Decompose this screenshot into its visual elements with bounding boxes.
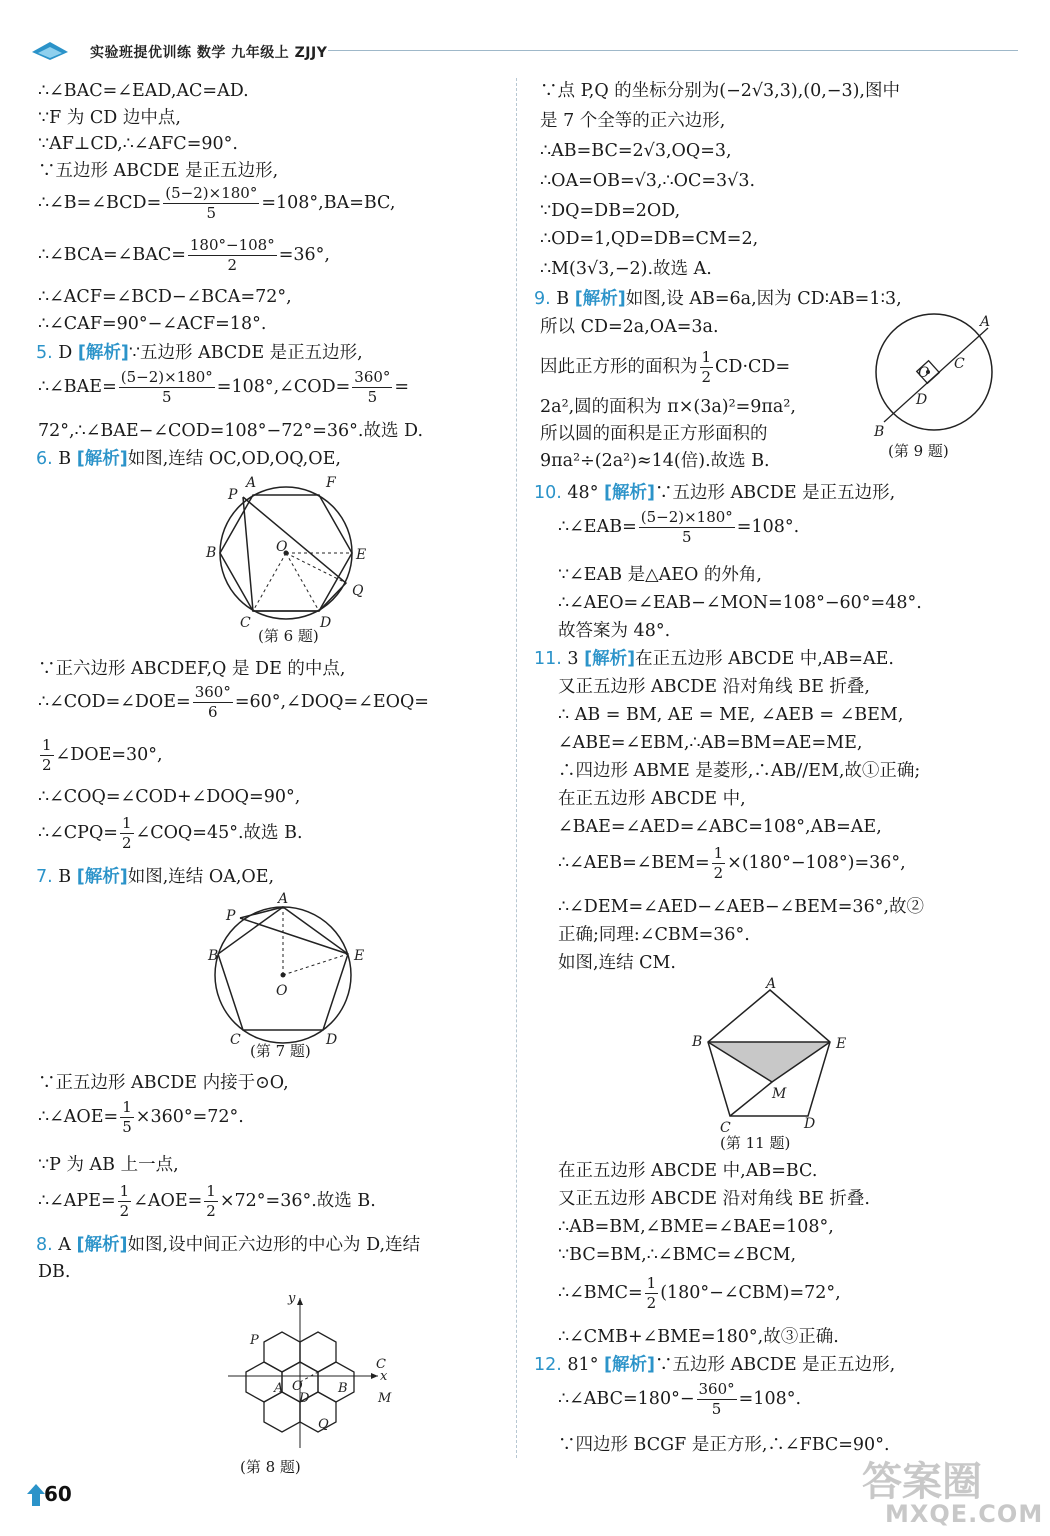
equation-line: ∴∠ABC=180°− $\frac{360^\circ}{5}$ =108°. bbox=[558, 1380, 802, 1418]
figure-caption: (第 8 题) bbox=[240, 1458, 301, 1476]
figure-6-hexagon-circle bbox=[206, 473, 386, 631]
text-line: ∵P 为 AB 上一点, bbox=[38, 1155, 179, 1175]
svg-text:B: B bbox=[208, 948, 219, 964]
text-line: ∵正五边形 ABCDE 内接于⊙O, bbox=[38, 1073, 289, 1093]
text-line: ∴四边形 ABME 是菱形,∴AB//EM,故①正确; bbox=[558, 761, 921, 781]
text-line: ∵正六边形 ABCDEF,Q 是 DE 的中点, bbox=[38, 659, 346, 679]
text-line: ∴∠CMB+∠BME=180°,故③正确. bbox=[558, 1327, 839, 1347]
equation-line: ∴∠BMC= $\frac{1}{2}$ (180°−∠CBM)=72°, bbox=[558, 1274, 841, 1312]
text-line: ∠BAE=∠AED=∠ABC=108°,AB=AE, bbox=[558, 817, 882, 837]
question-8: 8. A [解析]如图,设中间正六边形的中心为 D,连结 bbox=[36, 1235, 421, 1255]
svg-text:A: A bbox=[278, 891, 289, 907]
svg-text:C: C bbox=[240, 615, 251, 631]
text-line: ∵五边形 ABCDE 是正五边形, bbox=[38, 161, 279, 181]
equation-line: 因此正方形的面积为 $\frac{1}{2}$ CD·CD= bbox=[540, 348, 791, 386]
text-line: ∴∠DEM=∠AED−∠AEB−∠BEM=36°,故② bbox=[558, 897, 925, 917]
text-line: ∴OD=1,QD=DB=CM=2, bbox=[540, 229, 759, 249]
text-line: ∵∠EAB 是△AEO 的外角, bbox=[558, 565, 762, 585]
svg-text:B: B bbox=[206, 545, 217, 561]
column-divider bbox=[516, 78, 517, 1458]
text-line: ∵AF⊥CD,∴∠AFC=90°. bbox=[38, 134, 238, 154]
svg-text:A: A bbox=[274, 1381, 284, 1396]
svg-text:E: E bbox=[836, 1036, 847, 1052]
svg-text:O: O bbox=[276, 983, 288, 999]
svg-text:D: D bbox=[916, 392, 928, 408]
svg-text:D: D bbox=[299, 1391, 310, 1406]
text-line: ∵F 为 CD 边中点, bbox=[38, 108, 181, 128]
question-12: 12. 81° [解析]∵五边形 ABCDE 是正五边形, bbox=[534, 1355, 896, 1375]
question-7: 7. B [解析]如图,连结 OA,OE, bbox=[36, 867, 275, 887]
question-10: 10. 48° [解析]∵五边形 ABCDE 是正五边形, bbox=[534, 483, 896, 503]
text-line: 又正五边形 ABCDE 沿对角线 BE 折叠. bbox=[558, 1189, 870, 1209]
text-line: 如图,连结 CM. bbox=[558, 953, 676, 973]
figure-8-hexagon-grid bbox=[188, 1288, 392, 1458]
page-arrow-icon bbox=[26, 1482, 46, 1508]
svg-text:O: O bbox=[918, 365, 930, 381]
question-6: 6. B [解析]如图,连结 OC,OD,OQ,OE, bbox=[36, 449, 341, 469]
svg-text:E: E bbox=[354, 948, 365, 964]
question-5: 5. D [解析]∵五边形 ABCDE 是正五边形, bbox=[36, 343, 363, 363]
question-11: 11. 3 [解析]在正五边形 ABCDE 中,AB=AE. bbox=[534, 649, 894, 669]
text-line: ∴∠AEO=∠EAB−∠MON=108°−60°=48°. bbox=[558, 593, 922, 613]
svg-text:C: C bbox=[720, 1120, 731, 1136]
svg-text:y: y bbox=[288, 1291, 296, 1306]
equation-line: ∴∠B=∠BCD= $\frac{(5-2)\times 180^\circ}{5}$ =108°,BA=BC, bbox=[38, 184, 396, 222]
text-line: 9πa²÷(2a²)≈14(倍).故选 B. bbox=[540, 451, 770, 471]
text-line: 72°,∴∠BAE−∠COD=108°−72°=36°.故选 D. bbox=[38, 421, 424, 441]
svg-text:x: x bbox=[380, 1369, 388, 1384]
text-line: ∴AB=BC=2√3,OQ=3, bbox=[540, 141, 732, 161]
svg-text:P: P bbox=[228, 487, 238, 503]
equation-line: ∴∠APE= $\frac{1}{2}$ ∠AOE= $\frac{1}{2}$ ×72°=36°.故选 B. bbox=[38, 1182, 376, 1220]
text-line: ∴M(3√3,−2).故选 A. bbox=[540, 259, 712, 279]
text-line: ∴∠BAC=∠EAD,AC=AD. bbox=[38, 81, 249, 101]
text-line: DB. bbox=[38, 1262, 71, 1282]
text-line: ∴OA=OB=√3,∴OC=3√3. bbox=[540, 171, 756, 191]
text-line: ∵BC=BM,∴∠BMC=∠BCM, bbox=[558, 1245, 797, 1265]
figure-11-folded-pentagon bbox=[690, 978, 860, 1138]
svg-text:C: C bbox=[376, 1357, 386, 1372]
watermark: 答案圈 bbox=[862, 1459, 982, 1505]
text-line: ∵四边形 BCGF 是正方形,∴∠FBC=90°. bbox=[558, 1435, 890, 1455]
svg-text:C: C bbox=[954, 356, 965, 372]
header-rule bbox=[328, 50, 1018, 51]
svg-text:Q: Q bbox=[352, 583, 364, 599]
equation-line: ∴∠BAE= $\frac{(5-2)\times 180^\circ}{5}$ =108°,∠COD= $\frac{360^\circ}{5}$ = bbox=[38, 368, 410, 406]
book-logo-icon bbox=[28, 38, 72, 62]
text-line: 2a²,圆的面积为 π×(3a)²=9πa², bbox=[540, 397, 796, 417]
svg-text:P: P bbox=[226, 908, 236, 924]
text-line: 是 7 个全等的正六边形, bbox=[540, 111, 726, 131]
equation-line: ∴∠CPQ= $\frac{1}{2}$ ∠COQ=45°.故选 B. bbox=[38, 814, 303, 852]
text-line: 所以圆的面积是正方形面积的 bbox=[540, 424, 768, 444]
equation-line: ∴∠AEB=∠BEM= $\frac{1}{2}$ ×(180°−108°)=36°, bbox=[558, 844, 906, 882]
svg-text:B: B bbox=[338, 1381, 348, 1396]
figure-9-circle-square bbox=[870, 310, 1020, 445]
text-line: 正确;同理:∠CBM=36°. bbox=[558, 925, 750, 945]
page-header bbox=[28, 38, 1018, 64]
text-line: 所以 CD=2a,OA=3a. bbox=[540, 317, 719, 337]
equation-line: ∴∠COD=∠DOE= $\frac{360^\circ}{6}$ =60°,∠DOQ=∠EOQ= bbox=[38, 683, 429, 721]
svg-text:F: F bbox=[326, 475, 336, 491]
text-line: ∵点 P,Q 的坐标分别为(−2√3,3),(0,−3),图中 bbox=[540, 81, 900, 101]
svg-text:C: C bbox=[230, 1032, 241, 1048]
text-line: 故答案为 48°. bbox=[558, 621, 671, 641]
svg-text:Q: Q bbox=[318, 1417, 329, 1432]
svg-text:B: B bbox=[692, 1034, 703, 1050]
figure-caption: (第 6 题) bbox=[258, 627, 319, 645]
text-line: ∴ AB = BM, AE = ME, ∠AEB = ∠BEM, bbox=[558, 705, 904, 725]
text-line: ∴∠COQ=∠COD+∠DOQ=90°, bbox=[38, 787, 301, 807]
figure-caption: (第 7 题) bbox=[250, 1042, 311, 1060]
text-line: 在正五边形 ABCDE 中,AB=BC. bbox=[558, 1161, 818, 1181]
svg-text:E: E bbox=[356, 547, 367, 563]
text-line: ∵DQ=DB=2OD, bbox=[540, 201, 681, 221]
svg-text:O: O bbox=[292, 1379, 303, 1394]
watermark-url: MXQE.COM bbox=[885, 1500, 1044, 1528]
text-line: 又正五边形 ABCDE 沿对角线 BE 折叠, bbox=[558, 677, 870, 697]
svg-text:D: D bbox=[320, 615, 332, 631]
equation-line: ∴∠AOE= $\frac{1}{5}$ ×360°=72°. bbox=[38, 1098, 244, 1136]
text-line: ∠ABE=∠EBM,∴AB=BM=AE=ME, bbox=[558, 733, 863, 753]
svg-text:A: A bbox=[980, 314, 991, 330]
equation-line: ∴∠BCA=∠BAC= $\frac{180^\circ-108^\circ}{2}$ =36°, bbox=[38, 236, 330, 274]
equation-line: $\frac{1}{2}$ ∠DOE=30°, bbox=[42, 736, 163, 774]
svg-text:D: D bbox=[326, 1032, 338, 1048]
svg-text:M: M bbox=[772, 1086, 787, 1102]
figure-caption: (第 11 题) bbox=[720, 1134, 791, 1152]
text-line: ∴∠ACF=∠BCD−∠BCA=72°, bbox=[38, 287, 292, 307]
page-number: 60 bbox=[26, 1480, 78, 1508]
book-title: 实验班提优训练 数学 九年级上 ZJJY bbox=[90, 45, 328, 61]
svg-text:O: O bbox=[276, 539, 288, 555]
svg-text:A: A bbox=[246, 475, 257, 491]
figure-caption: (第 9 题) bbox=[888, 442, 949, 460]
text-line: 在正五边形 ABCDE 中, bbox=[558, 789, 746, 809]
svg-text:P: P bbox=[250, 1333, 259, 1348]
equation-line: ∴∠EAB= $\frac{(5-2)\times 180^\circ}{5}$ =108°. bbox=[558, 508, 800, 546]
svg-text:B: B bbox=[874, 424, 885, 440]
question-9: 9. B [解析]如图,设 AB=6a,因为 CD∶AB=1∶3, bbox=[534, 289, 902, 309]
svg-text:M: M bbox=[378, 1391, 392, 1406]
text-line: ∴∠CAF=90°−∠ACF=18°. bbox=[38, 314, 267, 334]
svg-text:D: D bbox=[804, 1116, 816, 1132]
text-line: ∴AB=BM,∠BME=∠BAE=108°, bbox=[558, 1217, 834, 1237]
svg-text:A: A bbox=[766, 976, 777, 992]
figure-7-pentagon-circle bbox=[208, 890, 398, 1050]
